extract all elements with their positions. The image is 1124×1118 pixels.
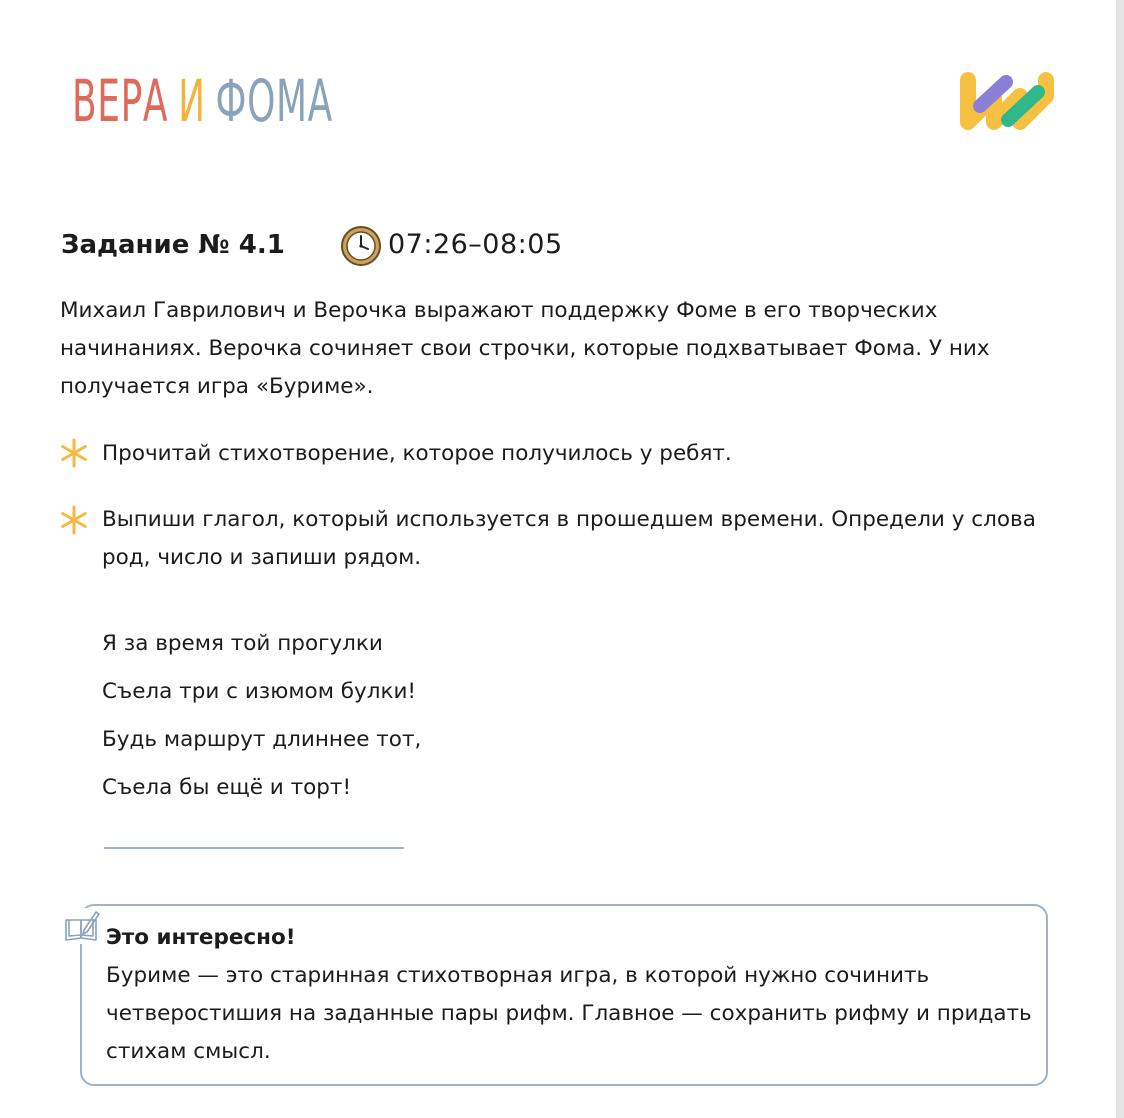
info-text: Буриме — это старинная стихотворная игра, в которой нужно сочинить четверостишия на заданные пары рифм. Главное — сохранить рифму и придать стихам смысл. [106, 963, 1032, 1064]
asterisk-icon [59, 505, 89, 535]
poem-line: Будь маршрут длиннее тот, [102, 727, 422, 752]
info-title: Это интересно! [106, 925, 296, 950]
task-time: 07:26–08:05 [388, 229, 563, 260]
poem-line: Съела бы ещё и торт! [102, 775, 352, 800]
clock-icon [340, 225, 382, 267]
answer-line[interactable] [104, 847, 404, 849]
book-icon [62, 908, 102, 944]
poem [102, 620, 421, 812]
poem-line: Съела три с изюмом булки! [102, 679, 417, 704]
instruction-item: Прочитай стихотворение, которое получилось у ребят. [102, 441, 732, 466]
brand-word-foma: ФОМА [215, 67, 333, 135]
task-title: Задание № 4.1 [61, 230, 285, 260]
instruction-item: Выпиши глагол, который используется в прошедшем времени. Определи у слова род, число и запиши рядом. [102, 507, 1036, 570]
brand-word-vera: ВЕРА [72, 67, 169, 135]
brand-word-i: И [178, 67, 206, 135]
intro-paragraph: Михаил Гаврилович и Верочка выражают поддержку Фоме в его творческих начинаниях. Верочка сочиняет свои строчки, которые подхватывает Фома. У них получается игра «Буриме». [60, 298, 990, 399]
poem-line: Я за время той прогулки [102, 631, 383, 656]
page-edge-strip [1116, 0, 1124, 1118]
brand-logo [72, 66, 333, 136]
publisher-logo-icon [958, 70, 1058, 134]
asterisk-icon [59, 438, 89, 468]
